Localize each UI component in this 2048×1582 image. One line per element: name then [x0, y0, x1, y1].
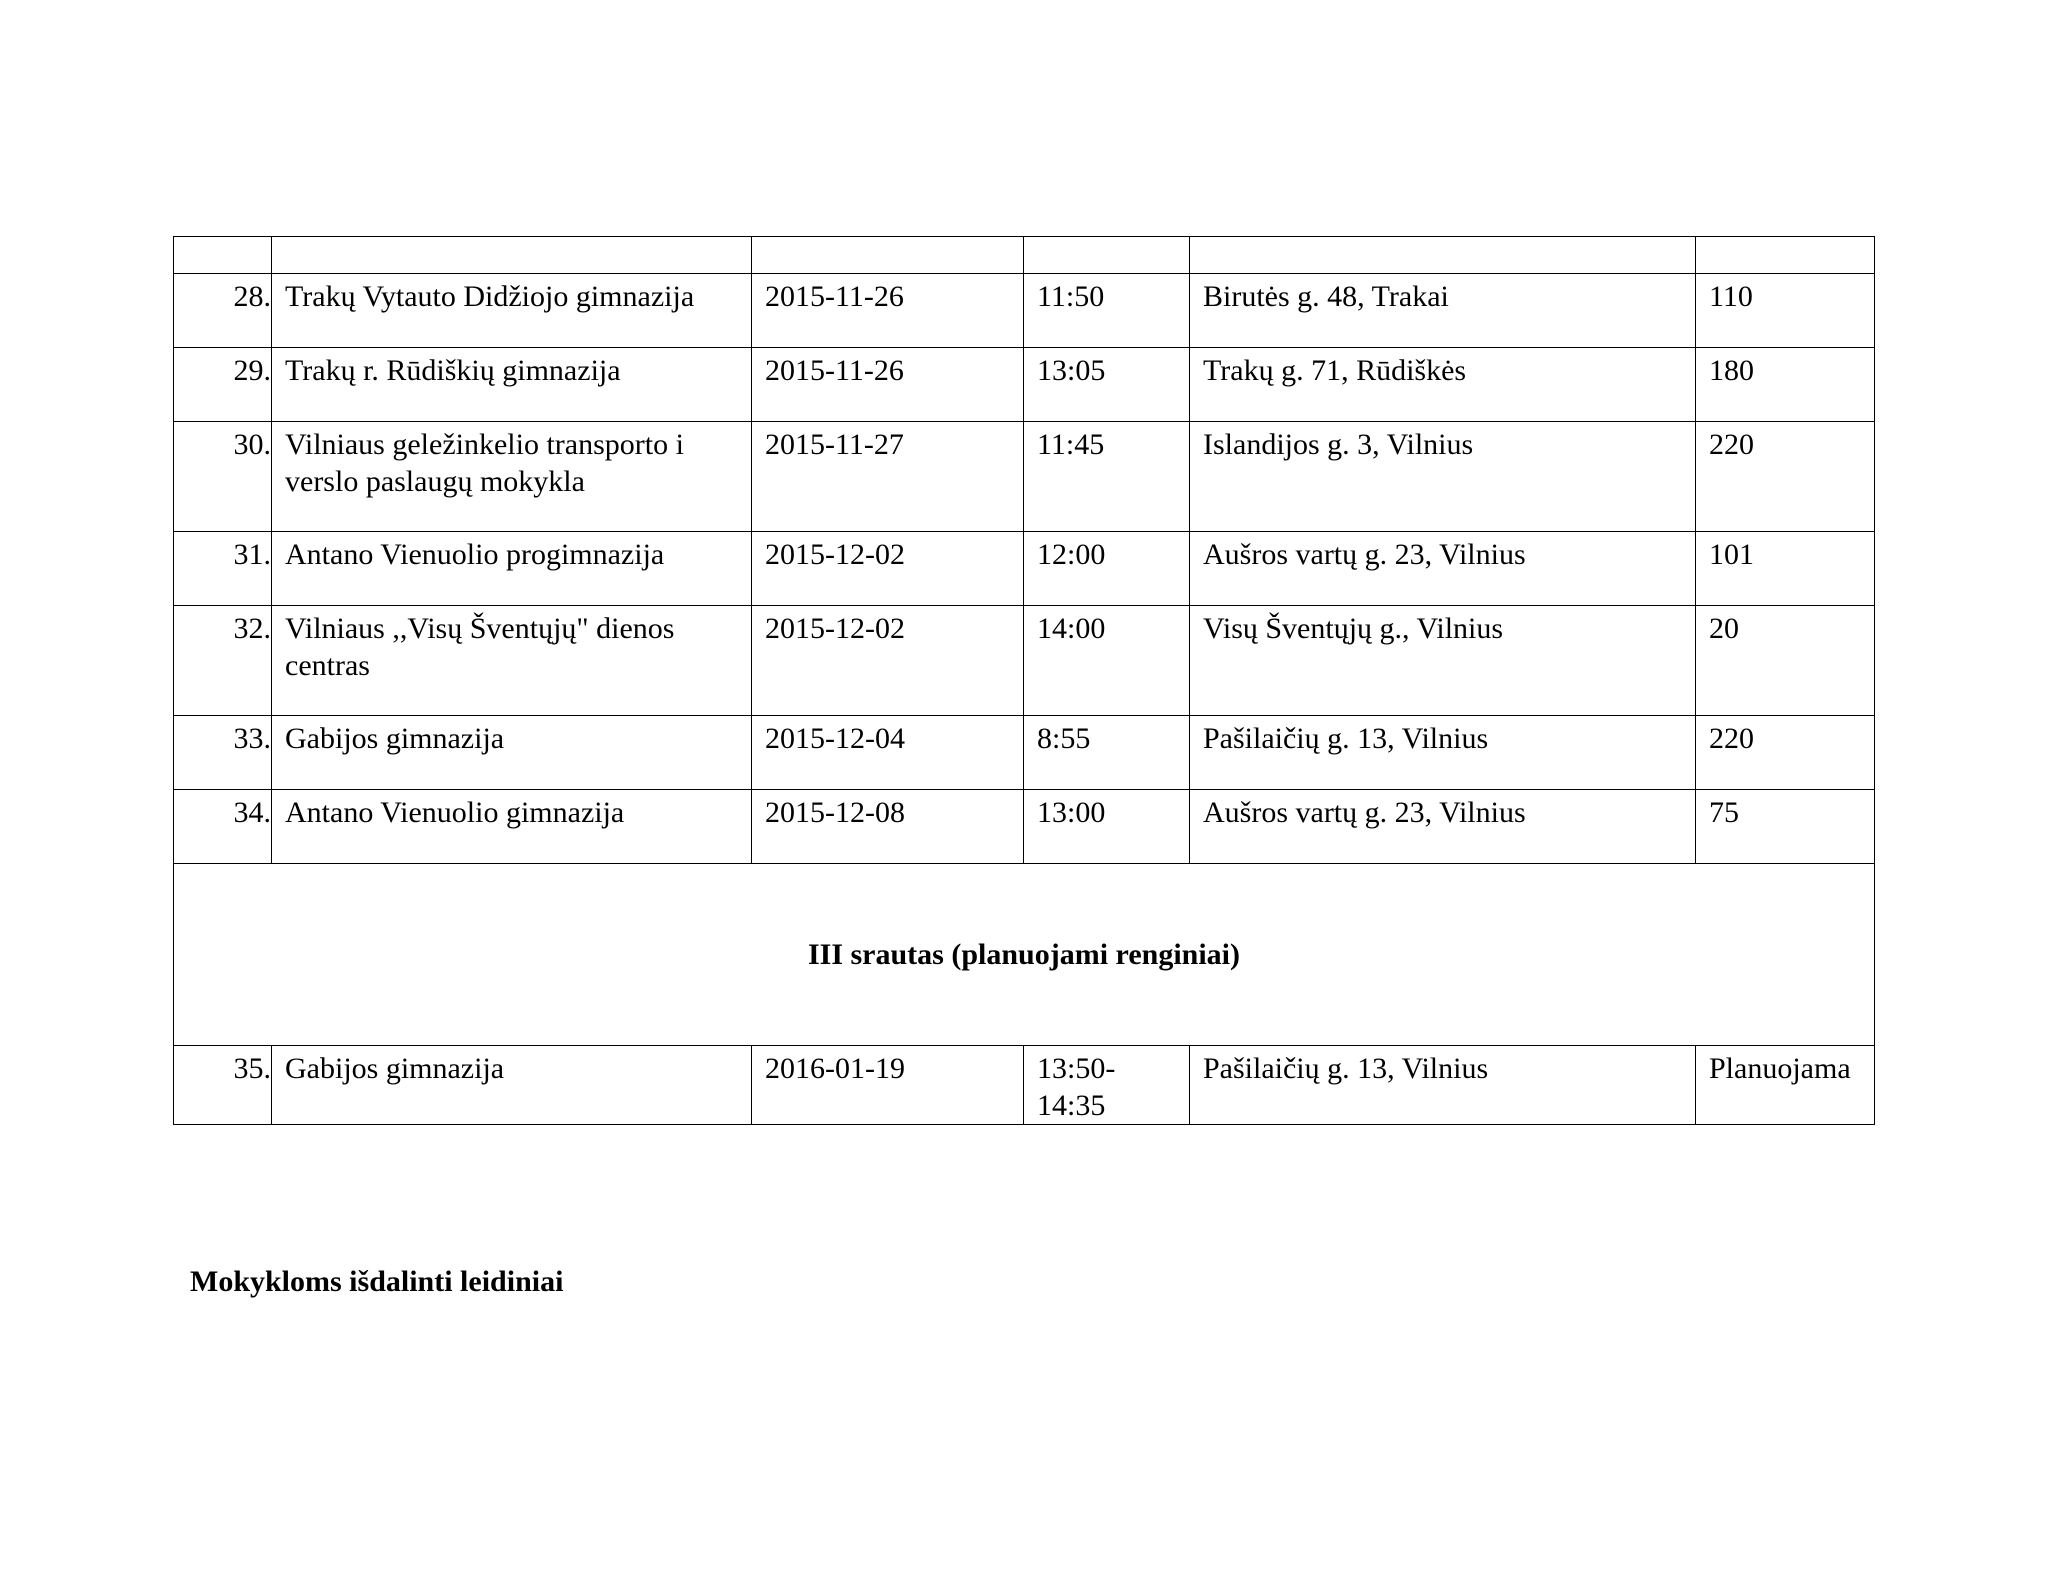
event-address: Trakų g. 71, Rūdiškės	[1190, 348, 1696, 422]
row-number: 34.	[174, 790, 272, 864]
event-date: 2015-12-08	[752, 790, 1024, 864]
event-time: 11:50	[1024, 274, 1190, 348]
institution-name: Gabijos gimnazija	[272, 716, 752, 790]
table-header-row	[174, 237, 1875, 274]
event-time: 12:00	[1024, 532, 1190, 606]
participant-count: 101	[1696, 532, 1875, 606]
row-number: 30.	[174, 422, 272, 532]
row-number: 29.	[174, 348, 272, 422]
event-address: Aušros vartų g. 23, Vilnius	[1190, 790, 1696, 864]
event-date: 2015-11-27	[752, 422, 1024, 532]
table-cell	[752, 237, 1024, 274]
table-cell	[1024, 237, 1190, 274]
event-time: 11:45	[1024, 422, 1190, 532]
table-row	[174, 1046, 1875, 1125]
event-time: 8:55	[1024, 716, 1190, 790]
event-address: Aušros vartų g. 23, Vilnius	[1190, 532, 1696, 606]
institution-name: Antano Vienuolio gimnazija	[272, 790, 752, 864]
table-row	[174, 422, 1875, 532]
event-time: 13:00	[1024, 790, 1190, 864]
event-time: 13:05	[1024, 348, 1190, 422]
table-row	[174, 790, 1875, 864]
event-time: 13:50-14:35	[1024, 1046, 1190, 1125]
row-number: 32.	[174, 606, 272, 716]
event-address: Pašilaičių g. 13, Vilnius	[1190, 1046, 1696, 1125]
institution-name: Trakų Vytauto Didžiojo gimnazija	[272, 274, 752, 348]
table-row	[174, 606, 1875, 716]
event-address: Pašilaičių g. 13, Vilnius	[1190, 716, 1696, 790]
participant-count: 220	[1696, 716, 1875, 790]
table-cell	[174, 237, 272, 274]
event-date: 2016-01-19	[752, 1046, 1024, 1125]
row-number: 33.	[174, 716, 272, 790]
participant-count: 220	[1696, 422, 1875, 532]
event-time: 14:00	[1024, 606, 1190, 716]
table-row	[174, 532, 1875, 606]
participant-count: 75	[1696, 790, 1875, 864]
institution-name: Trakų r. Rūdiškių gimnazija	[272, 348, 752, 422]
event-address: Birutės g. 48, Trakai	[1190, 274, 1696, 348]
event-date: 2015-12-04	[752, 716, 1024, 790]
event-address: Islandijos g. 3, Vilnius	[1190, 422, 1696, 532]
table-row	[174, 716, 1875, 790]
row-number: 35.	[174, 1046, 272, 1125]
institution-name: Antano Vienuolio progimnazija	[272, 532, 752, 606]
event-date: 2015-12-02	[752, 532, 1024, 606]
participant-count: Planuojama	[1696, 1046, 1875, 1125]
participant-count: 20	[1696, 606, 1875, 716]
institution-name: Vilniaus geležinkelio transporto i verslo paslaugų mokykla	[272, 422, 752, 532]
table-row	[174, 274, 1875, 348]
section-title: III srautas (planuojami renginiai)	[174, 864, 1875, 1046]
event-address: Visų Šventųjų g., Vilnius	[1190, 606, 1696, 716]
table-cell	[1190, 237, 1696, 274]
event-date: 2015-12-02	[752, 606, 1024, 716]
table-row	[174, 348, 1875, 422]
section-heading: Mokykloms išdalinti leidiniai	[190, 1265, 564, 1298]
participant-count: 110	[1696, 274, 1875, 348]
institution-name: Gabijos gimnazija	[272, 1046, 752, 1125]
event-date: 2015-11-26	[752, 348, 1024, 422]
table-cell	[272, 237, 752, 274]
institution-name: Vilniaus ,,Visų Šventųjų" dienos centras	[272, 606, 752, 716]
events-table	[173, 236, 1875, 1125]
participant-count: 180	[1696, 348, 1875, 422]
event-date: 2015-11-26	[752, 274, 1024, 348]
row-number: 28.	[174, 274, 272, 348]
table-cell	[1696, 237, 1875, 274]
section-row	[174, 864, 1875, 1046]
row-number: 31.	[174, 532, 272, 606]
